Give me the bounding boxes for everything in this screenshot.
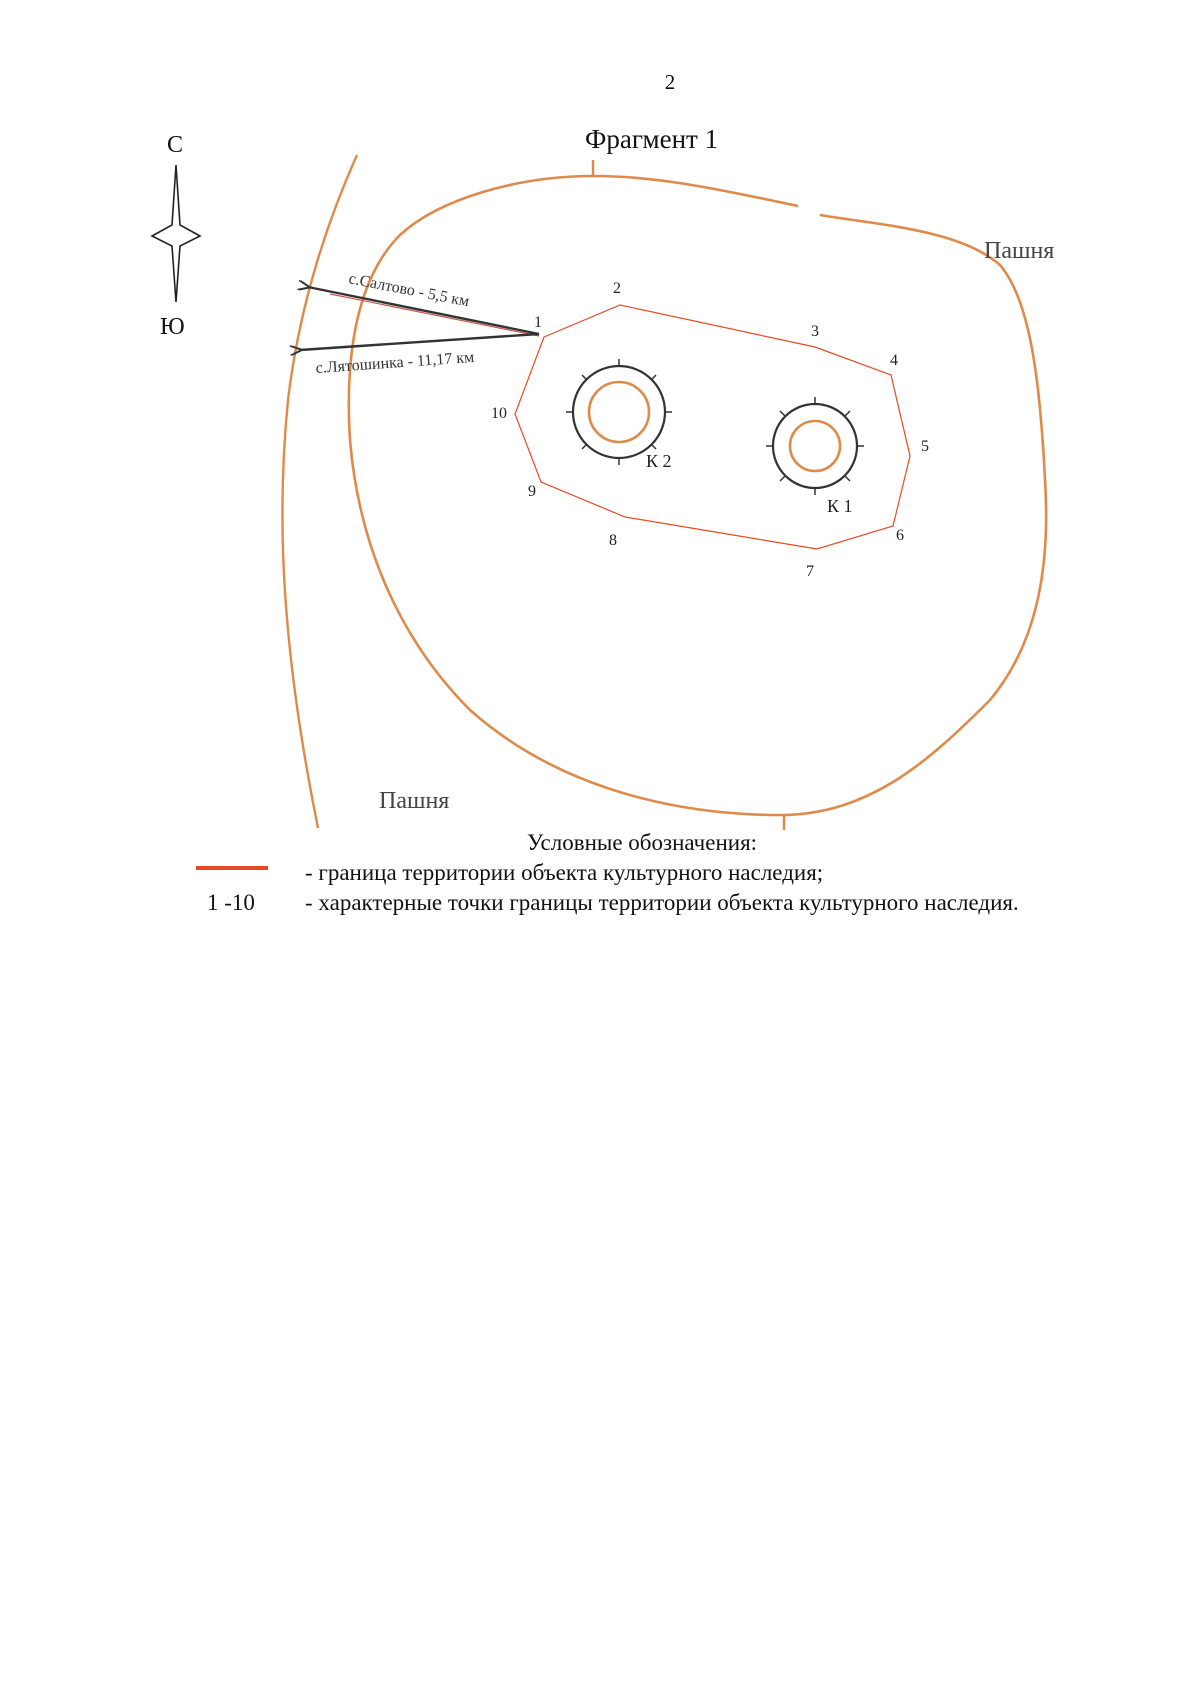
point-label-7: 7 xyxy=(806,563,814,580)
point-label-3: 3 xyxy=(811,323,819,340)
fragment-title: Фрагмент 1 xyxy=(585,124,719,154)
land-label-arable-bottom: Пашня xyxy=(379,788,450,814)
distance-label-saltovo: с.Салтово - 5,5 км xyxy=(347,270,471,311)
point-label-1: 1 xyxy=(534,314,542,331)
road-line xyxy=(282,155,357,828)
contour-line xyxy=(349,176,1046,815)
legend-title: Условные обозначения: xyxy=(527,830,758,855)
land-label-arable-right: Пашня xyxy=(984,238,1055,264)
point-label-10: 10 xyxy=(491,405,507,422)
arrow-lyatoshinka xyxy=(300,334,539,350)
compass-north-label: С xyxy=(167,132,184,158)
point-label-6: 6 xyxy=(896,527,904,544)
compass-south-label: Ю xyxy=(160,314,185,340)
kurgan-k1-label: К 1 xyxy=(827,496,853,516)
kurgan-k2-label: К 2 xyxy=(646,451,672,471)
legend-points-text: - характерные точки границы территории объекта культурного наследия. xyxy=(305,890,1019,915)
point-label-4: 4 xyxy=(890,352,898,369)
legend-points-key: 1 -10 xyxy=(207,890,255,915)
compass-rose-icon xyxy=(152,165,200,302)
point-label-9: 9 xyxy=(528,483,536,500)
point-label-8: 8 xyxy=(609,532,617,549)
kurgan-k2 xyxy=(566,359,672,465)
legend-boundary-swatch xyxy=(196,866,268,870)
point-label-2: 2 xyxy=(613,280,621,297)
page-number: 2 xyxy=(664,70,676,94)
point-label-5: 5 xyxy=(921,438,929,455)
kurgan-k1 xyxy=(766,397,864,495)
legend-boundary-text: - граница территории объекта культурного наследия; xyxy=(305,860,824,885)
distance-label-lyatoshinka: с.Лятошинка - 11,17 км xyxy=(315,348,475,377)
